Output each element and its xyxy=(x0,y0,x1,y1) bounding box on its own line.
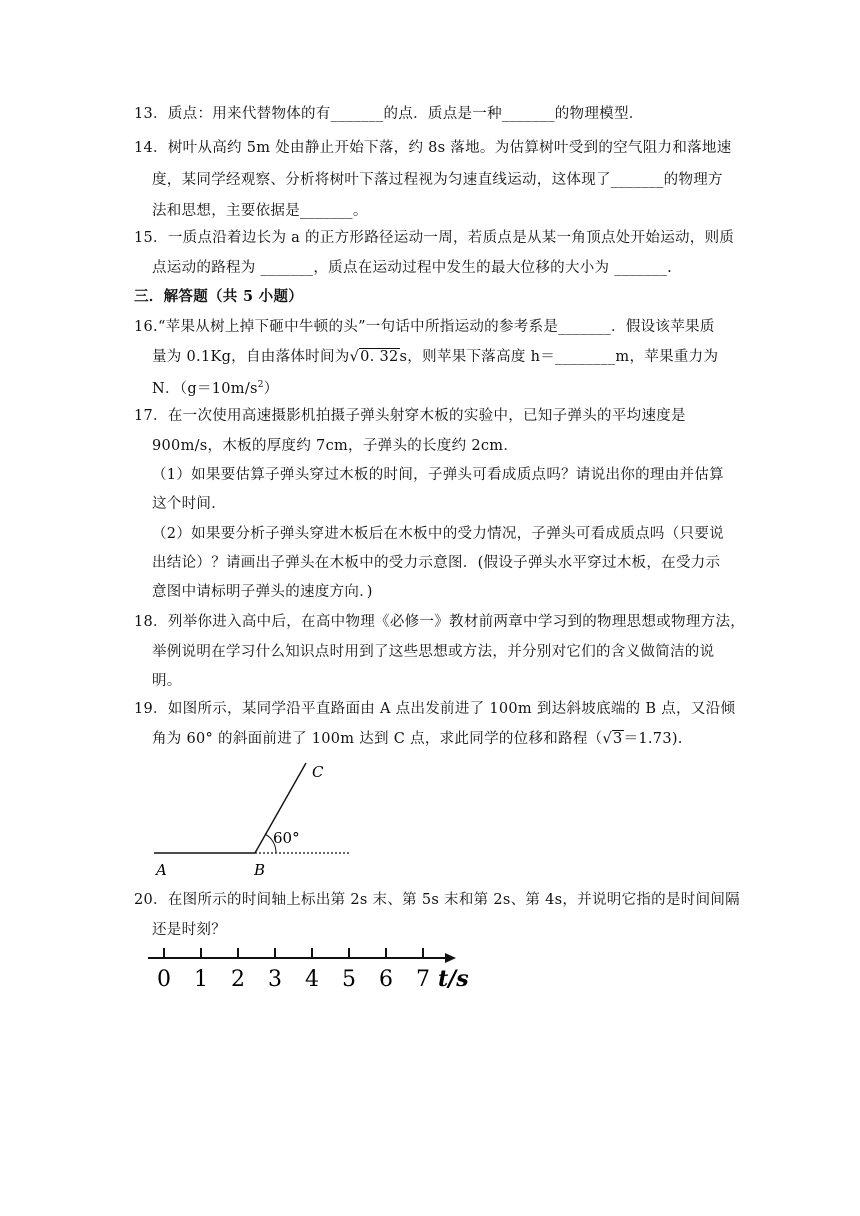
axis-tick-label: 7 xyxy=(416,967,430,992)
slope-figure xyxy=(140,755,370,885)
axis-tick-label: 1 xyxy=(194,967,208,992)
time-axis-figure xyxy=(140,940,480,1000)
q17-line-6: 出结论）？请画出子弹头在木板中的受力示意图．(假设子弹头水平穿过木板，在受力示 xyxy=(152,555,721,571)
q17-line-2: 900m/s，木板的厚度约 7cm，子弹头的长度约 2cm． xyxy=(152,438,519,454)
q16-line-3 xyxy=(152,377,279,398)
q19-line-1: 19．如图所示，某同学沿平直路面由 A 点出发前进了 100m 到达斜坡底端的 B 点，又沿倾 xyxy=(134,701,736,717)
q15-line-2: 点运动的路程为 _______，质点在运动过程中发生的最大位移的大小为 _______. xyxy=(152,260,673,276)
axis-tick-label: 2 xyxy=(231,967,245,992)
q16-line-2-b: s，则苹果下落高度 h＝________m，苹果重力为 xyxy=(399,349,719,365)
q16-line-3-a: N．（g＝10m/s xyxy=(152,381,258,397)
q14-line-2: 度，某同学经观察、分析将树叶下落过程视为匀速直线运动，这体现了_______的物理方 xyxy=(152,172,723,188)
q19-line-2-b: ＝1.73). xyxy=(623,731,683,747)
sqrt-radicand: 0. 32 xyxy=(360,349,399,365)
sqrt-radicand: 3 xyxy=(613,731,623,747)
q19-line-2-a: 角为 60° 的斜面前进了 100m 达到 C 点，求此同学的位移和路程（ xyxy=(152,731,603,747)
section-heading: 三．解答题（共 5 小题） xyxy=(134,288,304,305)
axis-tick-label: 3 xyxy=(268,967,282,992)
point-c-label: C xyxy=(312,763,324,781)
axis-unit-label: t/s xyxy=(438,966,469,992)
point-a-label: A xyxy=(156,861,167,879)
q18-line-2: 举例说明在学习什么知识点时用到了这些思想或方法，并分别对它们的含义做简洁的说 xyxy=(152,644,715,660)
axis-arrow-icon xyxy=(445,953,456,963)
q16-line-3-b: ） xyxy=(263,381,279,397)
q17-line-5: （2）如果要分析子弹头穿进木板后在木板中的受力情况，子弹头可看成质点吗（只要说 xyxy=(152,526,724,542)
superscript: 2 xyxy=(257,380,264,391)
sqrt-expression: √0. 32 xyxy=(349,349,399,365)
axis-tick-label: 0 xyxy=(157,967,171,992)
point-b-label: B xyxy=(254,861,266,879)
q15-line-1: 15．一质点沿着边长为 a 的正方形路径运动一周，若质点是从某一角顶点处开始运动，则质 xyxy=(134,230,735,246)
q14-line-1: 14．树叶从高约 5m 处由静止开始下落，约 8s 落地。为估算树叶受到的空气阻力和落地速 xyxy=(134,140,732,156)
q16-line-1: 16.“苹果从树上掉下砸中牛顿的头”一句话中所指运动的参考系是_______．假设该苹果质 xyxy=(134,319,715,335)
q17-line-4: 这个时间． xyxy=(152,496,226,512)
q14-line-3: 法和思想，主要依据是_______。 xyxy=(152,203,368,219)
angle-label: 60° xyxy=(273,829,300,847)
q17-line-1: 17．在一次使用高速摄影机拍摄子弹头射穿木板的实验中，已知子弹头的平均速度是 xyxy=(134,408,686,424)
q17-line-7: 意图中请标明子弹头的速度方向．) xyxy=(152,584,373,600)
q18-line-1: 18．列举你进入高中后，在高中物理《必修一》教材前两章中学习到的物理思想或物理方法， xyxy=(134,614,746,630)
axis-tick-label: 4 xyxy=(305,967,319,992)
axis-tick-label: 6 xyxy=(379,967,393,992)
q16-line-2 xyxy=(152,345,718,366)
q19-line-2 xyxy=(152,727,683,748)
q17-line-3: （1）如果要估算子弹头穿过木板的时间，子弹头可看成质点吗？请说出你的理由并估算 xyxy=(152,467,724,483)
q18-line-3: 明。 xyxy=(152,673,182,689)
axis-tick-label: 5 xyxy=(342,967,356,992)
q20-line-1: 20．在图所示的时间轴上标出第 2s 末、第 5s 末和第 2s、第 4s，并说明它指的是时间间隔 xyxy=(134,892,740,908)
q16-line-2-a: 量为 0.1Kg，自由落体时间为 xyxy=(152,349,350,365)
q13-line: 13．质点：用来代替物体的有_______的点．质点是一种_______的物理模型． xyxy=(134,106,644,122)
sqrt-expression: √3 xyxy=(602,731,623,747)
q20-line-2: 还是时刻？ xyxy=(152,922,226,938)
